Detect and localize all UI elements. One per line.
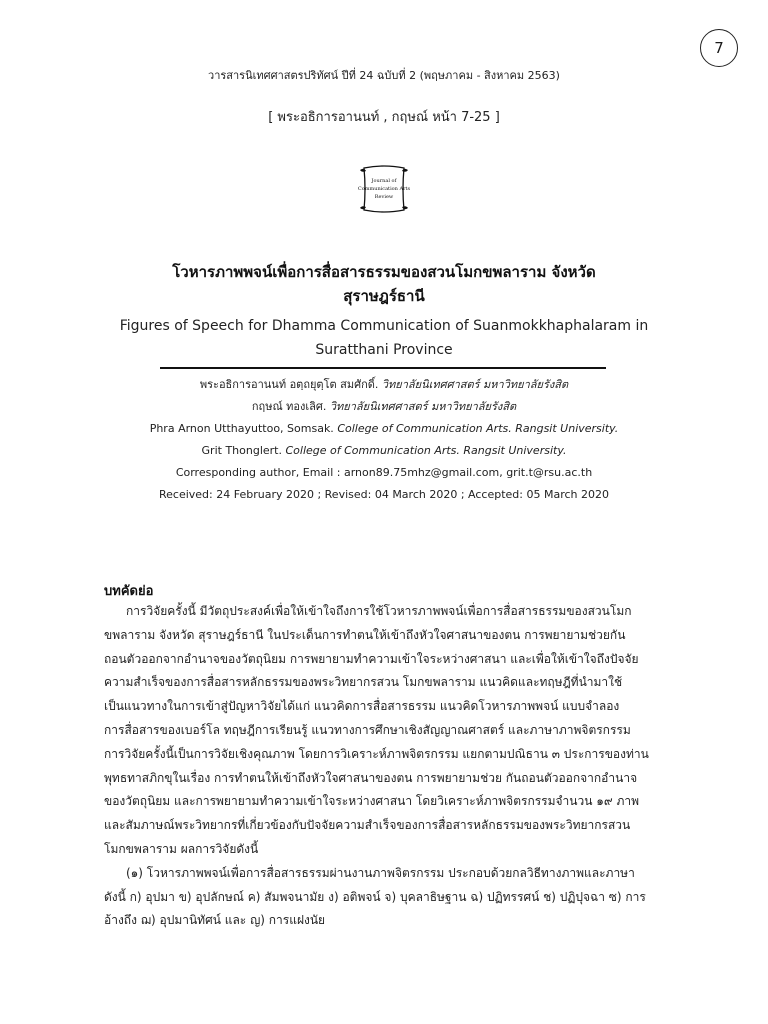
abstract-line: และสัมภาษณ์พระวิทยากรที่เกี่ยวข้องกับปัจจัยความสำเร็จของการสื่อสารหลักธรรมของพระวิทยากรสวน	[104, 818, 631, 833]
title-english-line-2: Suratthani Province	[315, 342, 453, 358]
journal-logo	[356, 164, 412, 214]
received-dates: Received: 24 February 2020 ; Revised: 04 March 2020 ; Accepted: 05 March 2020	[158, 488, 610, 501]
english-author-1-affiliation: College of Communication Arts. Rangsit University.	[337, 422, 619, 435]
abstract-line: ความสำเร็จของการสื่อสารหลักธรรมของพระวิทยากรสวน โมกขพลาราม แนวคิดและทฤษฎีที่นำมาใช้	[104, 675, 623, 690]
abstract-line: อ้างถึง ฌ) อุปมานิทัศน์ และ ญ) การแฝงนัย	[104, 913, 326, 928]
corresponding-author: Corresponding author, Email : arnon89.75mhz@gmail.com, grit.t@rsu.ac.th	[175, 466, 593, 479]
abstract-heading: บทคัดย่อ	[104, 584, 154, 599]
abstract-line: การวิจัยครั้งนี้เป็นการวิจัยเชิงคุณภาพ โดยการวิเคราะห์ภาพจิตรกรรม แยกตามปณิธาน ๓ ประการของท่าน	[104, 746, 649, 761]
english-author-2	[0, 440, 768, 462]
title-thai-line-1: โวหารภาพพจน์เพื่อการสื่อสารธรรมของสวนโมกขพลาราม จังหวัด	[172, 263, 596, 281]
page-number: 7	[700, 29, 738, 67]
english-author-2-name: Grit Thonglert.	[201, 444, 282, 457]
title-thai	[0, 260, 768, 308]
abstract-line: เป็นแนวทางในการเข้าสู่ปัญหาวิจัยได้แก่ แนวคิดการสื่อสารธรรม แนวคิดโวหารภาพพจน์ แบบจำลอง	[104, 699, 620, 714]
abstract-line: ของวัตถุนิยม และการพยายามทำความเข้าใจระหว่างศาสนา โดยวิเคราะห์ภาพจิตรกรรมจำนวน ๑๙ ภาพ	[104, 794, 640, 809]
abstract-line: ดังนี้ ก) อุปมา ข) อุปลักษณ์ ค) สัมพจนามัย ง) อติพจน์ จ) บุคลาธิษฐาน ฉ) ปฏิทรรศน์ ช) ปฏิปุจฉา ซ) การ	[104, 889, 646, 904]
thai-author-1-affiliation: วิทยาลัยนิเทศศาสตร์ มหาวิทยาลัยรังสิต	[381, 378, 569, 391]
thai-author-1	[0, 374, 768, 396]
abstract-line: การสื่อสารของเบอร์โล ทฤษฎีการเรียนรู้ แนวทางการศึกษาเชิงสัญญาณศาสตร์ และภาษาภาพจิตรกรรม	[104, 722, 631, 737]
author-block	[0, 374, 768, 506]
journal-header: วารสารนิเทศศาสตรปริทัศน์ ปีที่ 24 ฉบับที่ 2 (พฤษภาคม - สิงหาคม 2563)	[208, 69, 560, 82]
title-english	[0, 314, 768, 362]
abstract-line: (๑) โวหารภาพพจน์เพื่อการสื่อสารธรรมผ่านงานภาพจิตรกรรม ประกอบด้วยกลวิธีทางภาพและภาษา	[126, 865, 635, 880]
english-author-1	[0, 418, 768, 440]
abstract-line: การวิจัยครั้งนี้ มีวัตถุประสงค์เพื่อให้เข้าใจถึงการใช้โวหารภาพพจน์เพื่อการสื่อสารธรรมของสวนโมก	[126, 604, 632, 618]
english-author-2-affiliation: College of Communication Arts. Rangsit University.	[285, 444, 567, 457]
abstract-line: พุทธทาสภิกขุในเรื่อง การทำตนให้เข้าถึงหัวใจศาสนาของตน การพยายามช่วย กันถอนตัวออกจากอำนาจ	[104, 770, 638, 785]
thai-author-2	[0, 396, 768, 418]
thai-author-2-affiliation: วิทยาลัยนิเทศศาสตร์ มหาวิทยาลัยรังสิต	[329, 400, 517, 413]
abstract-line: โมกขพลาราม ผลการวิจัยดังนี้	[104, 841, 259, 856]
logo-text-2: Communication Arts	[357, 186, 411, 192]
thai-author-2-name: กฤษณ์ ทองเลิศ.	[251, 400, 327, 413]
logo-text-1: Journal of	[371, 178, 397, 184]
abstract-body	[104, 600, 666, 933]
thai-author-1-name: พระอธิการอานนท์ อตฺถยุตฺโต สมศักดิ์.	[199, 378, 379, 391]
title-divider	[160, 367, 606, 369]
english-author-1-name: Phra Arnon Utthayuttoo, Somsak.	[149, 422, 334, 435]
citation-line: [ พระอธิการอานนท์ , กฤษณ์ หน้า 7-25 ]	[268, 110, 500, 125]
logo-text-3: Review	[374, 194, 394, 200]
title-english-line-1: Figures of Speech for Dhamma Communication of Suanmokkhaphalaram in	[119, 318, 649, 334]
title-thai-line-2: สุราษฎร์ธานี	[343, 287, 425, 305]
abstract-line: ถอนตัวออกจากอำนาจของวัตถุนิยม การพยายามทำความเข้าใจระหว่างศาสนา และเพื่อให้เข้าใจถึงปัจจัย	[104, 651, 639, 666]
abstract-line: ขพลาราม จังหวัด สุราษฎร์ธานี ในประเด็นการทำตนให้เข้าถึงหัวใจศาสนาของตน การพยายามช่วยกัน	[104, 627, 626, 642]
